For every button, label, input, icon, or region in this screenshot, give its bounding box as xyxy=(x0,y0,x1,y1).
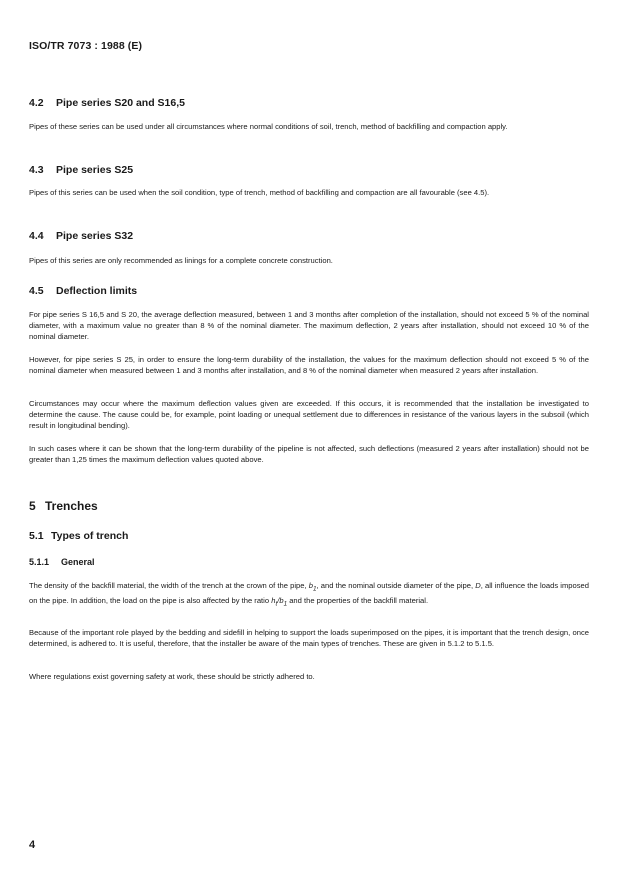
section-5-1-1-paragraph-1 xyxy=(29,580,589,609)
section-5-1-1-heading xyxy=(29,557,95,567)
page-number: 4 xyxy=(29,839,36,851)
section-4-5-paragraph-1: For pipe series S 16,5 and S 20, the average deflection measured, between 1 and 3 months after completion of the installation, should not exceed 5 % of the nominal diameter, with a maximum value no greater than 8 % of the nominal diameter. The maximum deflection, 2 years after installation, should not exceed 10 % of the nominal diameter. xyxy=(29,310,589,341)
section-title: Pipe series S32 xyxy=(56,230,134,242)
section-title: Pipe series S25 xyxy=(56,164,134,176)
variable-b xyxy=(308,581,317,593)
section-number: 5.1.1 xyxy=(29,557,50,567)
section-number: 4.5 xyxy=(29,285,44,297)
section-4-5-paragraph-2: However, for pipe series S 25, in order to ensure the long-term durability of the installation, the values for the maximum deflection should not exceed 5 % of the nominal diameter when measured between 1 and 3 months after installation, and 8 % of the nominal diameter when measured 2 years after installation. xyxy=(29,355,589,375)
text-run: , and the nominal outside diameter of the pipe, xyxy=(316,581,476,590)
section-title: Trenches xyxy=(45,499,98,513)
variable-d: D xyxy=(475,581,481,590)
document-identifier: ISO/TR 7073 : 1988 (E) xyxy=(29,40,143,52)
section-title: Deflection limits xyxy=(56,285,138,297)
section-4-5-paragraph-3: Circumstances may occur where the maximum deflection values given are exceeded. If this occurs, it is recommended that the installation be investigated to determine the cause. The cause could be, for example, point loading or unequal settlement due to differences in resistance of the various layers in the subsoil (which result in longitudinal bending). xyxy=(29,399,589,430)
section-number: 5.1 xyxy=(29,530,44,542)
section-5-1-heading xyxy=(29,530,128,542)
var-subscript: 1 xyxy=(312,585,317,593)
text-run: and the properties of the backfill material. xyxy=(287,595,429,605)
section-4-4-paragraph: Pipes of this series are only recommended as linings for a complete concrete construction. xyxy=(29,256,333,265)
var-letter: h xyxy=(271,595,276,605)
section-number: 4.4 xyxy=(29,230,44,242)
section-number: 4.2 xyxy=(29,97,44,109)
section-number: 5 xyxy=(29,499,36,513)
var-letter: b xyxy=(308,581,313,590)
section-number: 4.3 xyxy=(29,164,44,176)
section-5-1-1-paragraph-2: Because of the important role played by the bedding and sidefill in helping to support the loads superimposed on the pipes, it is important that the trench design, once determined, is adhered to. It is useful, therefore, that the installer be aware of the main types of trenches. These are given in 5.1.2 to 5.1.5. xyxy=(29,628,589,648)
section-4-5-paragraph-4: In such cases where it can be shown that the long-term durability of the pipeline is not affected, such deflections (measured 2 years after installation) should not be greater than 1,25 times the maximum deflection values quoted above. xyxy=(29,444,589,464)
section-5-heading xyxy=(29,499,98,513)
section-4-2-paragraph: Pipes of these series can be used under all circumstances where normal conditions of soil, trench, method of backfilling and compaction apply. xyxy=(29,122,508,131)
section-4-2-heading xyxy=(29,97,185,109)
section-4-4-heading xyxy=(29,230,133,242)
section-5-1-1-paragraph-3: Where regulations exist governing safety at work, these should be strictly adhered to. xyxy=(29,672,315,681)
text-run: , all influence the loads imposed on the pipe. In addition, the load on the pipe is also affected by the ratio xyxy=(29,581,589,605)
section-4-3-paragraph: Pipes of this series can be used when the soil condition, type of trench, method of backfilling and compaction are all favourable (see 4.5). xyxy=(29,188,490,197)
section-4-3-heading xyxy=(29,164,133,176)
section-title: General xyxy=(61,557,95,567)
ratio-slash: / xyxy=(277,595,280,605)
var-subscript: 1 xyxy=(283,600,288,608)
text-run: The density of the backfill material, the width of the trench at the crown of the pipe, xyxy=(29,581,309,590)
section-title: Pipe series S20 and S16,5 xyxy=(56,97,185,109)
section-4-5-heading xyxy=(29,285,137,297)
var-subscript: t xyxy=(275,600,278,608)
ratio-expression xyxy=(271,595,288,608)
var-letter: b xyxy=(279,595,284,605)
section-title: Types of trench xyxy=(51,530,129,542)
